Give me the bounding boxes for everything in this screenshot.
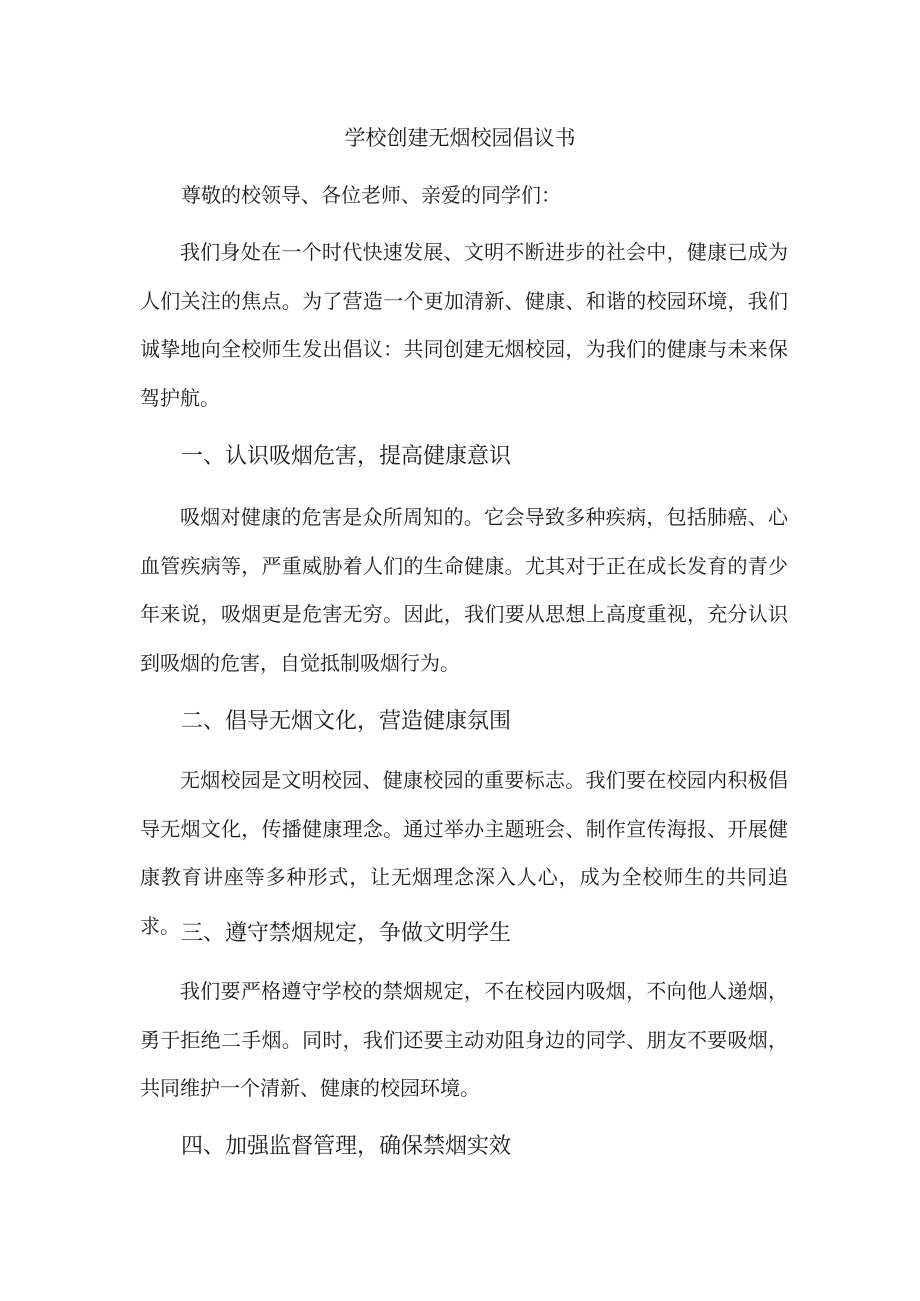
section-heading-1: 一、认识吸烟危害，提高健康意识 bbox=[181, 444, 512, 469]
section-body-2: 无烟校园是文明校园、健康校园的重要标志。我们要在校园内积极倡导无烟文化，传播健康理念。通过举办主题班会、制作宣传海报、开展健康教育讲座等多种形式，让无烟理念深入人心，成为全校师生的共同追求。 bbox=[140, 768, 788, 938]
section-heading-2: 二、倡导无烟文化，营造健康氛围 bbox=[181, 709, 512, 734]
salutation: 尊敬的校领导、各位老师、亲爱的同学们： bbox=[181, 183, 561, 207]
section-heading-4: 四、加强监督管理，确保禁烟实效 bbox=[181, 1134, 512, 1159]
document-title: 学校创建无烟校园倡议书 bbox=[344, 126, 576, 150]
section-body-1: 吸烟对健康的危害是众所周知的。它会导致多种疾病，包括肺癌、心血管疾病等，严重威胁着人们的生命健康。尤其对于正在成长发育的青少年来说，吸烟更是危害无穷。因此，我们要从思想上高度重视，充分认识到吸烟的危害，自觉抵制吸烟行为。 bbox=[140, 505, 788, 675]
section-heading-3: 三、遵守禁烟规定，争做文明学生 bbox=[181, 921, 512, 946]
intro-paragraph: 我们身处在一个时代快速发展、文明不断进步的社会中，健康已成为人们关注的焦点。为了营造一个更加清新、健康、和谐的校园环境，我们诚挚地向全校师生发出倡议：共同创建无烟校园，为我们的健康与未来保驾护航。 bbox=[140, 240, 788, 410]
section-body-3: 我们要严格遵守学校的禁烟规定，不在校园内吸烟，不向他人递烟，勇于拒绝二手烟。同时，我们还要主动劝阻身边的同学、朋友不要吸烟，共同维护一个清新、健康的校园环境。 bbox=[140, 979, 788, 1100]
